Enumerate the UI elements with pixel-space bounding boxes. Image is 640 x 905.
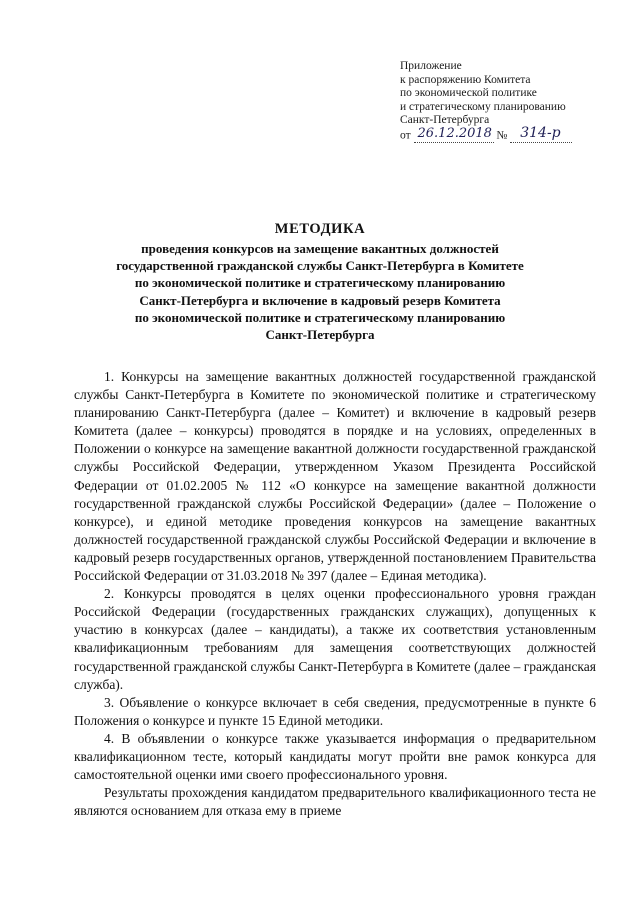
paragraph-1: 1. Конкурсы на замещение вакантных должностей государственной гражданской службы Санкт-Петербурга в Комитете по экономической политике и стратегическому планированию Санкт-Петербурга (далее – Комитет) и включение в кадровый резерв Комитета (далее – конкурсы) проводятся в порядке и на условиях, определенных в Положении о конкурсе на замещение вакантной должности государственной гражданской службы Российской Федерации, утвержденном Указом Президента Российской Федерации от 01.02.2005 № 112 «О конкурсе на замещение вакантной должности государственной гражданской службы Российской Федерации» (далее – Положение о конкурсе), и единой методике проведения конкурсов на замещение вакантных должностей государственной гражданской службы Российской Федерации и включение в кадровый резерв государственных органов, утвержденной постановлением Правительства Российской Федерации от 31.03.2018 № 397 (далее – Единая методика). xyxy=(74,369,596,584)
appendix-line: по экономической политике xyxy=(400,87,537,100)
appendix-line: Приложение xyxy=(400,60,462,72)
handwritten-date: 26.12.2018 xyxy=(417,126,492,142)
subtitle-line: по экономической политике и стратегическому планированию xyxy=(134,309,506,325)
date-blank xyxy=(414,128,494,143)
appendix-line: и стратегическому планированию xyxy=(400,100,566,113)
document-subtitle xyxy=(60,240,580,343)
appendix-line: к распоряжению Комитета xyxy=(400,73,531,86)
date-prefix: от xyxy=(400,129,411,142)
appendix-line: Санкт-Петербурга xyxy=(400,114,490,127)
number-prefix: № xyxy=(496,129,508,142)
paragraph-4: 4. В объявлении о конкурсе также указывается информация о предварительном квалификационном тесте, который кандидаты могут пройти вне рамок конкурса для самостоятельной оценки ими своего профессионального уровня. xyxy=(74,730,596,783)
paragraph-2: 2. Конкурсы проводятся в целях оценки профессионального уровня граждан Российской Федерации (государственных гражданских служащих), допущенных к участию в конкурсах (далее – кандидаты), а также их соответствия установленным квалификационным требованиям для замещения соответствующих должностей государственной гражданской службы Санкт-Петербурга в Комитете (далее – гражданская служба). xyxy=(74,586,596,692)
number-blank xyxy=(510,125,572,143)
handwritten-number: 314-р xyxy=(520,125,561,142)
document-body xyxy=(74,368,596,820)
paragraph-5: Результаты прохождения кандидатом предварительного квалификационного теста не являются основанием для отказа ему в приеме xyxy=(74,785,596,819)
document-title: МЕТОДИКА xyxy=(274,221,366,237)
subtitle-line: проведения конкурсов на замещение вакантных должностей xyxy=(141,241,499,256)
title-block xyxy=(60,220,580,343)
subtitle-line: по экономической политике и стратегическому планированию xyxy=(134,275,506,291)
subtitle-line: государственной гражданской службы Санкт-Петербурга в Комитете xyxy=(116,258,524,274)
subtitle-line: Санкт-Петербурга и включение в кадровый резерв Комитета xyxy=(139,292,501,308)
subtitle-line: Санкт-Петербурга xyxy=(265,327,375,343)
paragraph-3: 3. Объявление о конкурсе включает в себя сведения, предусмотренные в пункте 6 Положения о конкурсе и пункте 15 Единой методики. xyxy=(74,694,596,728)
appendix-block xyxy=(400,60,600,146)
date-number-row xyxy=(400,125,600,146)
